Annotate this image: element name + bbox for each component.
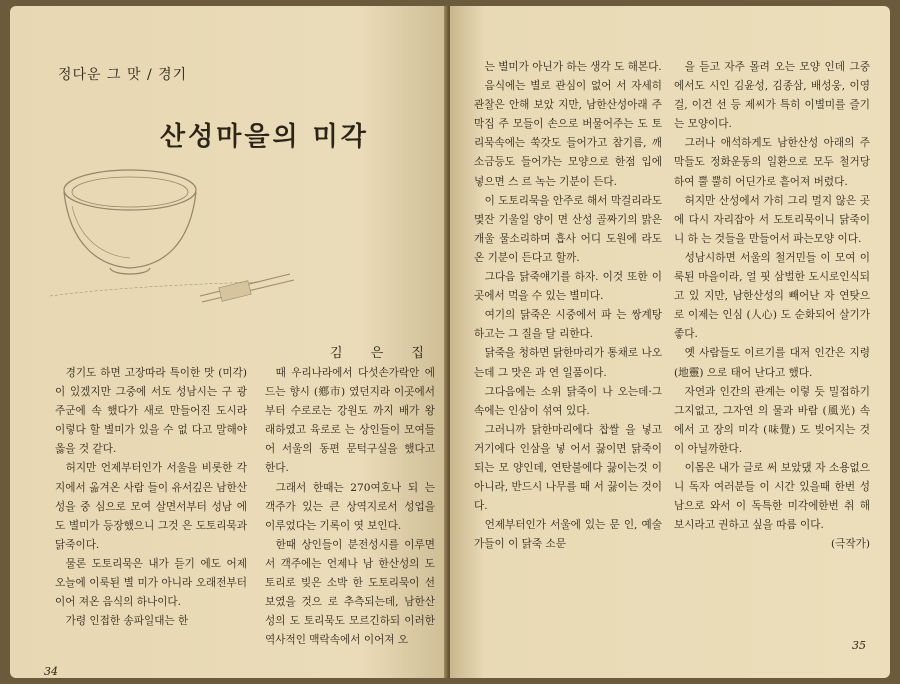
paragraph: 닭죽을 청하면 닭한마리가 통채로 나오는데 그 맛은 과 연 일품이다. — [474, 347, 662, 379]
left-column-2 — [265, 364, 435, 650]
author-name: 김 은 집 — [330, 346, 436, 361]
paragraph: 그러나 애석하게도 남한산성 아래의 주막들도 정화운동의 일환으로 모두 철거당하여 뿔 뿔히 어딘가로 흩어져 버렸다. — [674, 137, 870, 188]
paragraph: 그러니까 닭한마리에다 찹쌀 을 넣고 거기에다 인삼을 넣 어서 끓이면 닭죽이 되는 모 양인데, 연탄불에다 끓이는것 이 아니라, 반드시 나무를 때 서 끓이는 것이다. — [474, 423, 662, 513]
paragraph: 그다음에는 소위 닭죽이 나 오는데·그 속에는 인삼이 섞여 있다. — [474, 385, 662, 417]
paragraph: 때 우리나라에서 다섯손가락안 에 드는 향시 (鄕市) 였던지라 이곳에서부터 수로로는 강원도 까지 배가 왕래하였고 육로로 는 상인들이 모여들어 서울의 동편 문턱구실을 했다고 한다. — [265, 367, 435, 475]
paragraph: 언제부터인가 서울에 있는 문 인, 예술가들이 이 닭죽 소문 — [474, 519, 662, 551]
paragraph: 물론 도토리묵은 내가 듣기 에도 어제 오늘에 이룩된 별 미가 아니라 오래전부터 이어 져온 음식의 하나이다. — [55, 557, 247, 609]
bowl-illustration — [50, 156, 350, 326]
paragraph: 이몸은 내가 글로 써 보았댔 자 소용없으니 독자 여러분들 이 시간 있을때 한번 성남으로 와서 이 독특한 미각에한번 취 해 보시라고 권하고 싶을 따름 이다. — [674, 461, 870, 532]
author-occupation: (극작가) — [831, 538, 870, 551]
paragraph: 가령 인접한 송파일대는 한 — [65, 615, 189, 628]
right-page — [450, 6, 890, 678]
paragraph: 허지만 산성에서 가히 그리 멀지 않은 곳에 다시 자리잡아 서 도토리묵이니 닭죽이니 하 는 것들을 만들어서 파는모양 이다. — [674, 194, 870, 245]
paragraph: 허지만 언제부터인가 서울을 비롯한 각지에서 옮겨온 사람 들이 유서깊은 남한산성을 중 심으로 모여 살면서부터 성남 에도 별미가 등장했으니 그것 은 도토리묵과 닭죽이다. — [55, 462, 247, 551]
right-column-1 — [474, 58, 662, 554]
left-page — [10, 6, 446, 678]
paragraph: 그래서 한때는 270여호나 되 는 객주가 있는 큰 상역지로서 성업을 이루었다는 기록이 엿 보인다. — [265, 481, 435, 532]
paragraph: 자연과 인간의 관계는 이렇 듯 밀접하기 그지없고, 그자연 의 물과 바람 (風光) 속에서 고 장의 미각 (味覺) 도 빚어지는 것이 아닐까한다. — [674, 385, 870, 455]
chopsticks-sketch — [200, 274, 294, 302]
paragraph: 옛 사람들도 이르기를 대저 인간은 지령 (地靈) 으로 태어 난다고 했다. — [674, 347, 870, 379]
paragraph: 성남시하면 서울의 철거민들 이 모여 이룩된 마을이라, 얼 핏 삼벌한 도시로인식되고 있 지만, 남한산성의 빼어난 자 연탓으로 이제는 인심 (人心) 도 순화되어 살기가 좋다. — [674, 251, 870, 341]
paragraph: 그다음 닭죽얘기를 하자. 이것 또한 이곳에서 먹을 수 있는 별미다. — [474, 271, 662, 303]
page-number-right: 35 — [852, 639, 866, 652]
page-number-left: 34 — [44, 665, 58, 678]
paragraph: 을 듣고 자주 몰려 오는 모양 인데 그중에서도 시인 김윤성, 김종삼, 배성웅, 이영걸, 이건 선 등 제씨가 특히 이별미를 즐기는 모양이다. — [674, 61, 870, 131]
left-column-1 — [55, 364, 247, 631]
paragraph: 한때 상인들이 분전성시를 이루면서 객주에는 언제나 남 한산성의 도토리로 빚은 소박 한 도토리묵이 선보였을 것으 로 추측되는데, 남한산성의 도 토리묵도 모르긴하되 이러한 역사적인 맥락속에서 이어져 오 — [265, 538, 435, 647]
paragraph: 는 별미가 아닌가 하는 생각 도 해본다. — [484, 61, 662, 73]
article-title: 산성마을의 미각 — [160, 122, 369, 152]
series-heading: 정다운 그 맛 / 경기 — [58, 67, 188, 83]
paragraph: 경기도 하면 고장따라 특이한 맛 (미각) 이 있겠지만 그중에 서도 성남시는 구 광주군에 속 했다가 새로 만들어진 도시라 이렇다 할 별미가 있을 수 없 다고 말해야 옳을 것 같다. — [55, 367, 247, 456]
paragraph: 여기의 닭죽은 시중에서 파 는 쌍계탕하고는 그 질을 달 리한다. — [474, 309, 662, 341]
paragraph: 이 도토리묵을 안주로 해서 막걸리라도 몇잔 기울일 양이 면 산성 골짜기의 맑은 개울 물소리하며 흡사 어디 도원에 라도 온 기분이 든다고 할까. — [474, 194, 662, 264]
right-column-2 — [674, 58, 870, 554]
bowl-sketch — [50, 170, 260, 296]
paragraph: 음식에는 별로 관심이 없어 서 자세히 관찰은 안해 보았 지만, 남한산성아래 주막집 주 모들이 손으로 버물어주는 도 토리묵속에는 쑥갓도 들어가고 참기름, 깨소금등도 들어가는 모양으로 한점 입에 넣으면 스 르 녹는 기분이 든다. — [474, 80, 662, 188]
